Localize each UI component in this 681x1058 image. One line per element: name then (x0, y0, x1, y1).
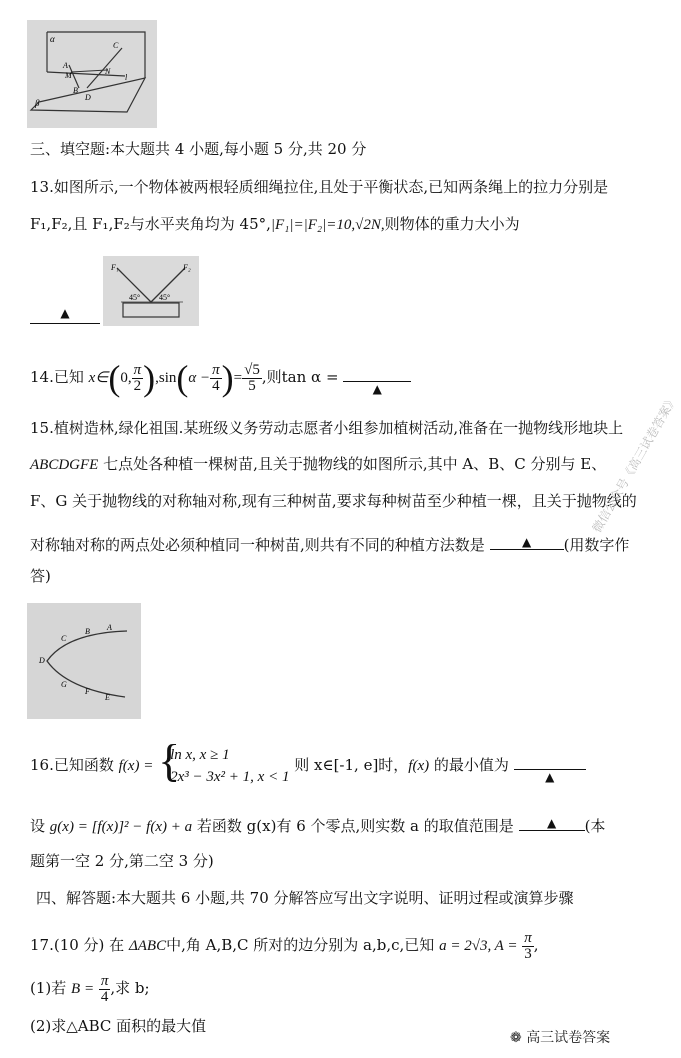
q16-line1 (30, 735, 586, 790)
q14-x-in: x∈ (88, 370, 109, 386)
label-D: D (85, 93, 91, 102)
q17-part2: (2)求△ABC 面积的最大值 (30, 1017, 207, 1035)
blank-marker: ▲ (60, 306, 70, 320)
q16-prefix: 16.已知函数 (30, 756, 114, 774)
q14-zero: 0, (120, 370, 132, 386)
q16-line2-mid: 若函数 g(x)有 6 个零点,则实数 a 的取值范围是 (196, 817, 514, 835)
q17-frac-pi-3: $\frac{\pi}{3}$ (524, 929, 532, 962)
q15-points: ABCDGFE (30, 457, 99, 473)
q17-p1-suffix: ,求 b; (110, 979, 150, 997)
label-N: N (105, 67, 111, 76)
footer-brand (510, 1027, 610, 1047)
q15-line1: 15.植树造林,绿化祖国.某班级义务劳动志愿者小组参加植树活动,准备在一抛物线形地块上 (30, 419, 624, 437)
q17-prefix: 17.(10 分) 在 (30, 936, 125, 954)
label-angle-right: 45° (159, 293, 171, 302)
q16-answer-blank-1[interactable]: ▲ (514, 756, 586, 770)
q15-line4-suffix: (用数字作 (563, 536, 630, 554)
label-pB: B (85, 627, 90, 636)
section4-header: 四、解答题:本大题共 6 小题,共 70 分解答应写出文字说明、证明过程或演算步骤 (36, 889, 574, 907)
label-C: C (113, 41, 119, 50)
label-angle-left: 45° (129, 293, 141, 302)
figure-planes (27, 20, 157, 128)
q15-line2-text: 七点处各种植一棵树苗,且关于抛物线的如图所示,其中 A、B、C 分别与 E、 (98, 455, 607, 473)
q17-p1-prefix: (1)若 (30, 979, 67, 997)
q17-frac-pi-4: $\frac{\pi}{4}$ (100, 972, 109, 1005)
label-A: A (63, 61, 68, 70)
q14-then: ,则tan α = (261, 368, 339, 386)
q13-force-expr: |F₁|=|F₂|=10,√2N, (270, 217, 385, 233)
q14-frac-pi-4: $\frac{\pi}{4}$ (212, 361, 220, 394)
label-pC: C (61, 634, 67, 643)
q16-piecewise: { ln x, x ≥ 1 2x³ − 3x² + 1, x < 1 (158, 735, 290, 786)
q17-part1 (30, 968, 150, 1008)
label-F1: F₁ (111, 263, 119, 272)
q15-answer-blank[interactable]: ▲ (490, 536, 564, 550)
label-F2: F₂ (183, 263, 191, 272)
label-pD: D (39, 656, 45, 665)
q16-answer-blank-2[interactable]: ▲ (519, 817, 585, 831)
q13-line2-b: 则物体的重力大小为 (384, 215, 520, 233)
figure-forces (103, 256, 199, 326)
label-l: l (125, 73, 128, 82)
q16-gx: g(x) = [f(x)]² − f(x) + a (49, 819, 193, 835)
q15-line4-text: 对称轴对称的两点处必须种植同一种树苗,则共有不同的种植方法数是 (30, 536, 485, 554)
q16-line2-prefix: 设 (30, 817, 46, 835)
figure-parabola (27, 603, 141, 719)
q13-line1: 13.如图所示,一个物体被两根轻质细绳拉住,且处于平衡状态,已知两条绳上的拉力分别是 (30, 178, 609, 196)
q13-line2-a: F₁,F₂,且 F₁,F₂与水平夹角均为 45°, (30, 215, 271, 233)
q15-line5: 答) (30, 567, 51, 585)
q14-frac-sqrt5-5: $\frac{√5}{5}$ (244, 361, 260, 394)
q14-alpha-minus: α − (188, 370, 211, 386)
q17-mid: 中,角 A,B,C 所对的边分别为 a,b,c,已知 (166, 936, 435, 954)
label-M: M (65, 71, 72, 80)
q16-line2 (30, 816, 605, 837)
q16-line2-suffix: (本 (584, 817, 606, 835)
label-alpha: α (50, 34, 55, 44)
q17-B-eq: B = (71, 981, 95, 997)
q15-line4 (30, 535, 629, 555)
q14-frac-pi-2: $\frac{\pi}{2}$ (133, 361, 142, 394)
q14-equals: = (233, 370, 243, 386)
label-pA: A (107, 623, 112, 632)
q14-prefix: 14.已知 (30, 368, 84, 386)
q16-fx2: f(x) (408, 758, 430, 774)
q15-line2 (30, 454, 606, 475)
q13-answer-blank[interactable] (30, 306, 100, 324)
section3-header: 三、填空题:本大题共 4 小题,每小题 5 分,共 20 分 (30, 140, 367, 158)
watermark: 微信公众号《高三试卷答案》 (589, 392, 680, 535)
q15-line3: F、G 关于抛物线的对称轴对称,现有三种树苗,要求每种树苗至少种植一棵，且关于抛物线的 (30, 492, 637, 510)
label-pE: E (105, 693, 110, 702)
q16-fx: f(x) = (118, 758, 154, 774)
label-B: B (73, 86, 78, 95)
q16-case2: 2x³ − 3x² + 1, x < 1 (170, 769, 290, 785)
q17-triangle: ΔABC (128, 938, 167, 954)
q14-sin: ,sin (155, 370, 177, 386)
footer-brand-text: 高三试卷答案 (526, 1030, 611, 1046)
wechat-icon: ❁ (510, 1030, 522, 1046)
q13-line2 (30, 214, 520, 235)
label-pG: G (61, 680, 67, 689)
q16-then: 则 x∈[-1, e]时， (294, 756, 409, 774)
q17-line1: 17.(10 分) 在 ΔABC中,角 A,B,C 所对的边分别为 a,b,c,已知 a = 2√3, A = $\frac{\pi}{3}$ , (30, 929, 539, 962)
label-beta: β (35, 98, 40, 108)
q14-answer-blank[interactable]: ▲ (343, 368, 411, 382)
q17-a-eq: a = 2√3, A = (439, 938, 518, 954)
q14-line: 14.已知 x∈(0, $\frac{\pi}{2}$ ),sin(α − $\frac{\pi}{4}$ )= $\frac{√5}{5}$ ,则tan α = ▲ (30, 352, 411, 402)
label-pF: F (85, 687, 90, 696)
q16-case1: ln x, x ≥ 1 (170, 747, 230, 763)
q16-line3: 题第一空 2 分,第二空 3 分) (30, 852, 214, 870)
q16-min: 的最小值为 (433, 756, 509, 774)
